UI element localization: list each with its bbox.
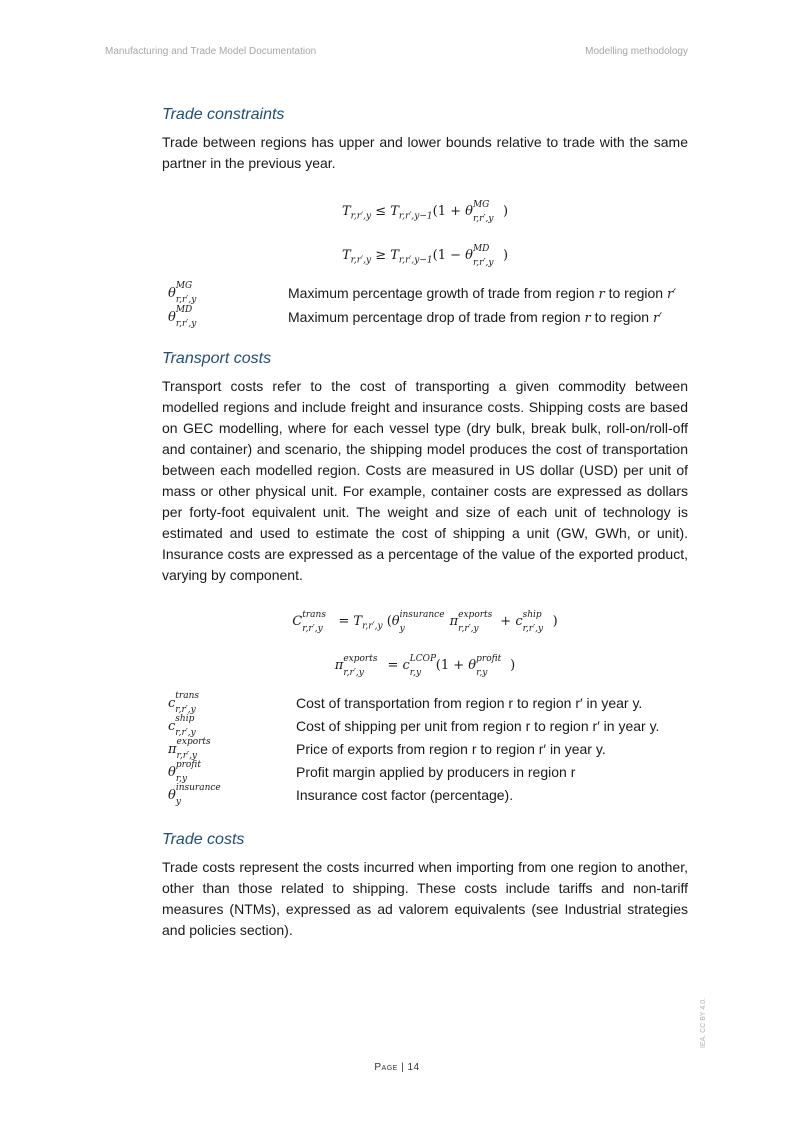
definition-row (162, 783, 688, 807)
symbol-theta-mg: θ MG r,r′,y (168, 281, 197, 305)
symbol-pi-exports: π exports r,r′,y (168, 737, 211, 761)
header-document-title: Manufacturing and Trade Model Documentation (105, 46, 317, 57)
definition-text: Profit margin applied by producers in region r (296, 764, 576, 780)
heading-transport-costs: Transport costs (162, 350, 272, 367)
definition-row (162, 737, 688, 761)
definition-text: Maximum percentage drop of trade from region r to region r′ (288, 309, 663, 326)
symbol-theta-insurance: θ insurance y (168, 783, 221, 807)
para-trade-costs: Trade costs represent the costs incurred when importing from one region to another, other than those related to shipping. These costs include tariffs and non-tariff measures (NTMs), expressed as ad valorem equivalents (see Industrial strategies and policies section). (162, 859, 688, 938)
definition-row (162, 691, 688, 715)
para-transport-costs: Transport costs refer to the cost of transporting a given commodity between modelled regions and include freight and insurance costs. Shipping costs are based on GEC modelling, where for each vessel type (dry bulk, break bulk, roll-on/roll-off and container) and scenario, the shipping model produces the cost of transportation between each modelled region. Costs are measured in US dollar (USD) per unit of mass or other physical unit. For example, container costs are expressed as dollars per forty-foot equivalent unit. The weight and size of each unit of technology is estimated and used to estimate the cost of shipping a unit (GW, GWh, or unit). Insurance costs are expressed as a percentage of the value of the exported product, varying by component. (162, 378, 688, 583)
definition-row (162, 305, 688, 329)
definition-text: Insurance cost factor (percentage). (296, 787, 514, 803)
definition-row (162, 281, 688, 305)
header-section-title: Modelling methodology (585, 46, 688, 57)
equation-transport-cost: C trans r,r′,y = $T_{r,r',y}$ (θ insurance y π exports r,r′,y + c ship r,r′,y ) (292, 610, 558, 634)
definitions-trade-constraints (162, 281, 688, 329)
equation-upper-bound: $T_{r,r',y} \le T_{r,r',y-1}(1 + \theta$ MG r,r′,y ) (341, 200, 509, 224)
heading-trade-costs: Trade costs (162, 831, 245, 848)
definition-text: Maximum percentage growth of trade from region r to region r′ (288, 285, 677, 302)
heading-trade-constraints: Trade constraints (162, 106, 285, 123)
symbol-theta-profit: θ profit r,y (168, 760, 201, 784)
para-trade-constraints: Trade between regions has upper and lower bounds relative to trade with the same partner in the previous year. (162, 134, 688, 171)
symbol-c-ship: c ship r,r′,y (168, 714, 196, 738)
symbol-c-trans: c trans r,r′,y (168, 691, 199, 715)
page-content (162, 106, 688, 941)
definition-text: Price of exports from region r to region r′ in year y. (296, 741, 606, 757)
license-note: IEA. CC BY 4.0. (700, 997, 707, 1048)
page-footer: Page | 14 (374, 1062, 420, 1073)
definitions-transport-costs (162, 691, 688, 807)
page-number: 14 (407, 1062, 420, 1073)
equation-lower-bound: $T_{r,r',y} \ge T_{r,r',y-1}(1 - \theta$ MD r,r′,y ) (341, 244, 509, 268)
equation-export-price: π exports r,r′,y = c LCOP r,y (1 + θ profit r,y ) (334, 654, 516, 678)
symbol-theta-md: θ MD r,r′,y (168, 305, 197, 329)
definition-row (162, 760, 688, 784)
definition-row (162, 714, 688, 738)
page-label: Page (374, 1062, 398, 1073)
definition-text: Cost of shipping per unit from region r to region r′ in year y. (296, 718, 660, 734)
definition-text: Cost of transportation from region r to region r′ in year y. (296, 695, 643, 711)
